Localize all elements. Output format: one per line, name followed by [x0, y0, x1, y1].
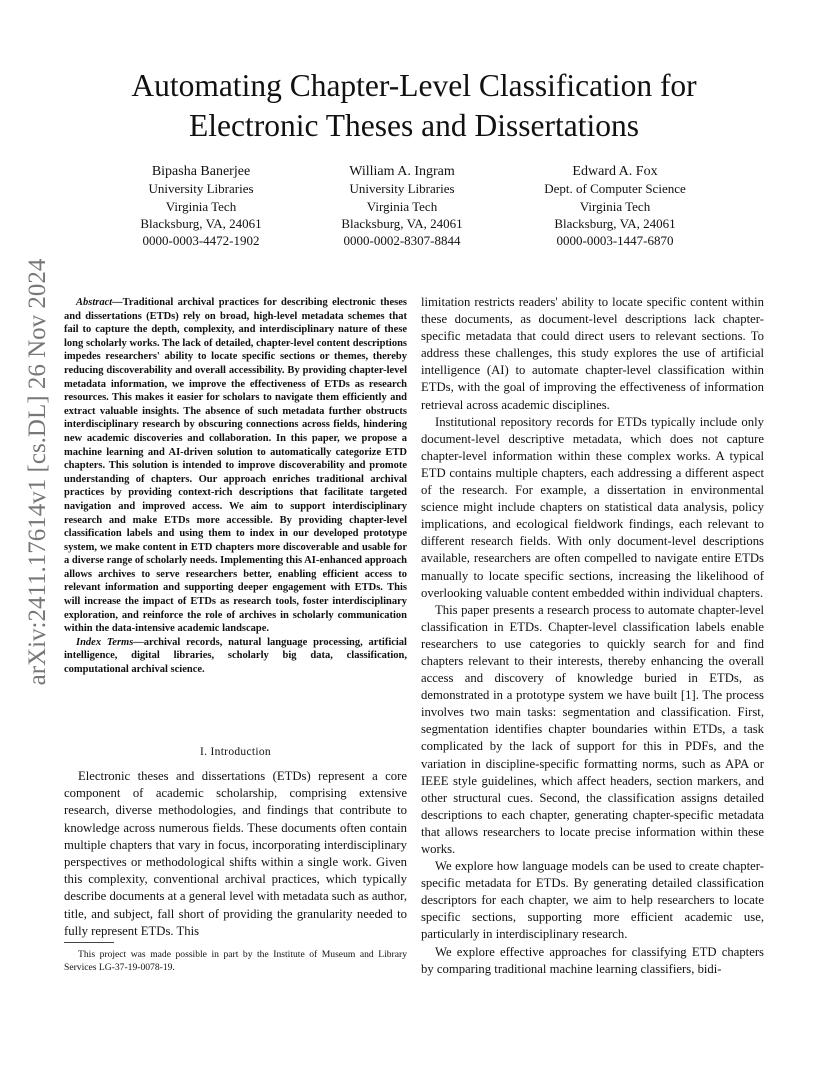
arxiv-identifier-text: arXiv:2411.17614v1 [cs.DL] 26 Nov 2024 — [24, 258, 51, 686]
author-location: Blacksburg, VA, 24061 — [341, 215, 463, 231]
abstract-text: —Traditional archival practices for describing electronic theses and dissertations (ETDs) rely on broad, high-level metadata schemes that fail to capture the depth, complexity, and interdisciplinary nature of these long scholarly works. The lack of detailed, chapter-level content descriptions impedes researchers' ability to locate specific sections or themes, thereby reducing discoverability and overall accessibility. By providing chapter-level metadata information, we improve the effectiveness of ETDs as research resources. This makes it easier for scholars to navigate them efficiently and extract valuable insights. The absence of such metadata further obstructs interdisciplinary research by obscuring connections across fields, hindering new academic discoveries and collaboration. In this paper, we propose a machine learning and AI-driven solution to automatically categorize ETD chapters. This solution is intended to improve discoverability and promote understanding of chapters. Our approach enriches traditional archival practices by providing context-rich descriptions that facilitate targeted navigation and improved access. We aim to support interdisciplinary research and make ETDs more accessible. By providing chapter-level classification labels and using them to index in our developed prototype system, we make content in ETD chapters more discoverable and usable for a diverse range of scholarly needs. Implementing this AI-enhanced approach allows archives to serve researchers better, enabling efficient access to relevant information and supporting deeper engagement with ETDs. This will increase the impact of ETDs as research tools, foster interdisciplinary exploration, and reinforce the role of archives in scholarly communication within the data-intensive academic landscape. — [64, 297, 407, 635]
abstract-label: Abstract — [76, 297, 113, 308]
footnote-rule — [64, 942, 114, 943]
footnote-text: This project was made possible in part by the Institute of Museum and Library Services LG-37-19-0078-19. — [64, 949, 407, 973]
index-terms-text: —archival records, natural language processing, artificial intelligence, digital libraries, scholarly big data, classification, computational archival science. — [64, 636, 407, 676]
paragraph-3: This paper presents a research process to automate chapter-level classification in ETDs. Chapter-level classification labels enable researchers to use categories to quickly search for and find chapters relevant to their interests, thereby enhancing the overall access and discovery of knowledge buried in ETDs, as demonstrated in a prototype system we have built [1]. The process involves two main tasks: segmentation and classification. First, segmentation identifies chapter boundaries within ETDs, a task complicated by the lack of support for this in PDFs, and the variation in discipline-specific formatting norms, such as APA or IEEE style guidelines, which affect headers, section markers, and other structural cues. Second, the classification assigns detailed descriptions to each chapter, generating chapter-specific metadata that allows researchers to locate precise information within these works. — [421, 602, 764, 856]
paragraph-5: We explore effective approaches for classifying ETD chapters by comparing traditional machine learning classifiers, bidi- — [421, 944, 764, 976]
title-line-2: Electronic Theses and Dissertations — [189, 108, 639, 143]
author-institution: Virginia Tech — [165, 198, 237, 214]
index-terms-label: Index Terms — [76, 636, 134, 648]
author-block-1 — [101, 163, 301, 249]
author-affiliation: University Libraries — [148, 181, 254, 197]
title-line-1: Automating Chapter-Level Classification for — [131, 68, 697, 103]
section-heading: I. Introduction — [200, 746, 271, 758]
paper-title — [80, 66, 748, 146]
author-name: William A. Ingram — [349, 164, 455, 179]
footnote — [64, 948, 407, 974]
paragraph-4: We explore how language models can be used to create chapter-specific metadata for ETDs. By generating detailed classification descriptors for each chapter, we aim to help researchers to locate specific sections, supporting more efficient academic use, particularly in interdisciplinary research. — [421, 859, 764, 942]
paragraph-2: Institutional repository records for ETDs typically include only document-level descriptive metadata, which does not capture chapter-level information within these complex works. A typical ETD contains multiple chapters, each addressing a different aspect of the research. For example, a dissertation in environmental science might include chapters on statistical data analysis, policy implications, and ecological fieldwork findings, each relevant to different research fields. With only document-level descriptions available, researchers are often compelled to navigate entire ETDs manually to locate specific sections, increasing the likelihood of overlooking valuable content embedded within individual chapters. — [421, 414, 764, 600]
paragraph-continued: limitation restricts readers' ability to locate specific content within these documents, as document-level descriptions lack chapter-specific metadata that could direct users to relevant sections. To address these challenges, this study explores the use of artificial intelligence (AI) to automate chapter-level classification within ETDs, with the goal of improving the effectiveness of information retrieval across academic disciplines. — [421, 295, 764, 412]
author-orcid: 0000-0003-4472-1902 — [142, 233, 260, 249]
author-affiliation: Dept. of Computer Science — [544, 181, 686, 197]
author-orcid: 0000-0003-1447-6870 — [556, 233, 674, 249]
author-location: Blacksburg, VA, 24061 — [554, 215, 676, 231]
index-terms-paragraph — [64, 636, 407, 677]
author-block-3 — [515, 163, 715, 249]
author-institution: Virginia Tech — [366, 198, 438, 214]
right-column — [421, 294, 764, 978]
author-institution: Virginia Tech — [579, 198, 651, 214]
abstract — [64, 296, 407, 677]
intro-left-column — [64, 768, 407, 940]
abstract-paragraph — [64, 296, 407, 636]
author-block-2 — [302, 163, 502, 249]
author-orcid: 0000-0002-8307-8844 — [343, 233, 461, 249]
author-location: Blacksburg, VA, 24061 — [140, 215, 262, 231]
author-affiliation: University Libraries — [349, 181, 455, 197]
author-name: Edward A. Fox — [572, 164, 658, 179]
intro-paragraph-1: Electronic theses and dissertations (ETDs) represent a core component of academic scholarship, comprising extensive research, diverse methodologies, and findings that contribute to knowledge across numerous fields. These documents often contain multiple chapters that vary in focus, incorporating interdisciplinary perspectives or methodological shifts within a single work. Given this complexity, conventional archival practices, which typically describe documents at a general level with metadata such as author, title, and subject, fall short of providing the granularity needed to fully represent ETDs. This — [64, 769, 407, 938]
author-name: Bipasha Banerjee — [151, 164, 251, 179]
